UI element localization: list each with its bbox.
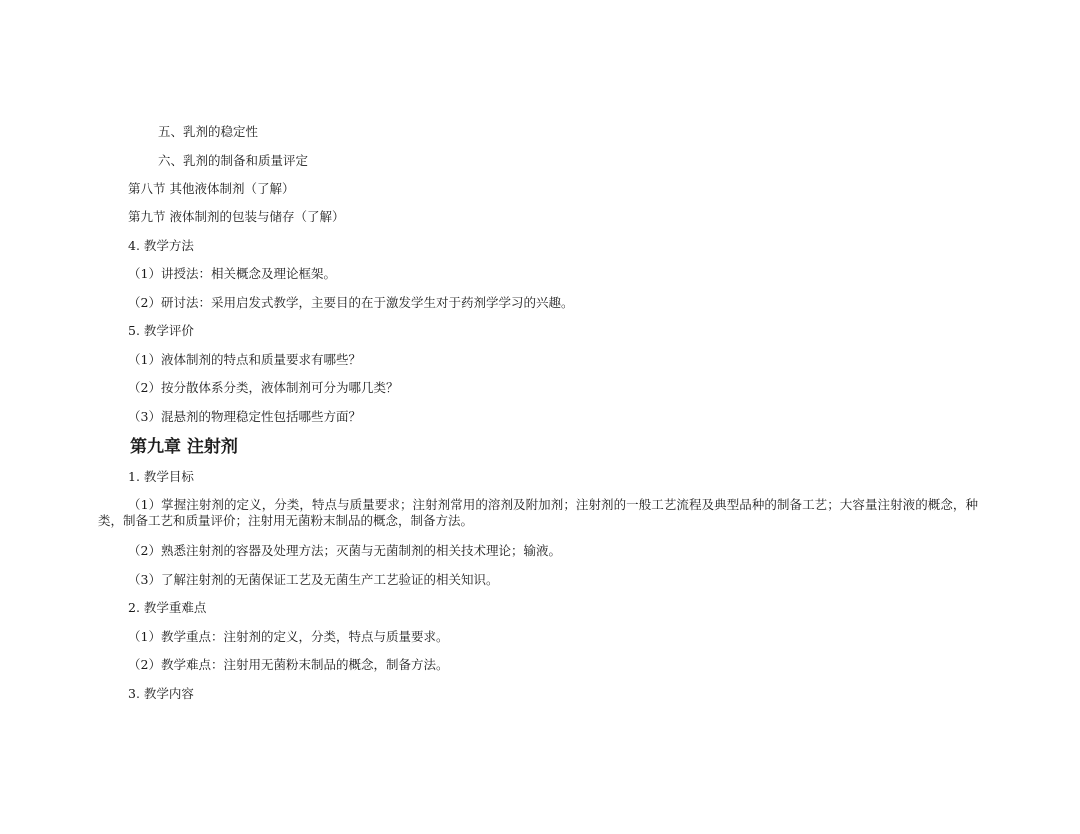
list-item: （3）混悬剂的物理稳定性包括哪些方面？: [128, 409, 361, 424]
subheading-teaching-content: 3. 教学内容: [128, 686, 194, 701]
chapter-title: 第九章 注射剂: [130, 437, 238, 457]
section-item-emulsion-preparation: 六、乳剂的制备和质量评定: [158, 153, 309, 168]
subheading-teaching-evaluation: 5. 教学评价: [128, 323, 194, 338]
subheading-teaching-methods: 4. 教学方法: [128, 238, 194, 253]
list-item: （2）按分散体系分类，液体制剂可分为哪几类？: [128, 380, 399, 395]
subheading-key-difficult-points: 2. 教学重难点: [128, 600, 207, 615]
section-heading-9: 第九节 液体制剂的包装与储存（了解）: [128, 209, 345, 224]
list-item: （3）了解注射剂的无菌保证工艺及无菌生产工艺验证的相关知识。: [128, 572, 499, 587]
section-item-emulsion-stability: 五、乳剂的稳定性: [158, 124, 259, 139]
paragraph-goals-master: （1）掌握注射剂的定义，分类，特点与质量要求；注射剂常用的溶剂及附加剂；注射剂的一般工艺流程及典型品种的制备工艺；大容量注射液的概念，种类，制备工艺和质量评价；注射用无菌粉末制品的概念，制备方法。: [98, 497, 978, 528]
subheading-teaching-goals: 1. 教学目标: [128, 469, 194, 484]
list-item: （2）教学难点：注射用无菌粉末制品的概念，制备方法。: [128, 657, 449, 672]
list-item: （1）液体制剂的特点和质量要求有哪些？: [128, 352, 361, 367]
list-item: （1）讲授法：相关概念及理论框架。: [128, 266, 336, 281]
list-item: （1）教学重点：注射剂的定义，分类，特点与质量要求。: [128, 629, 449, 644]
section-heading-8: 第八节 其他液体制剂（了解）: [128, 181, 295, 196]
list-item: （2）熟悉注射剂的容器及处理方法；灭菌与无菌制剂的相关技术理论；输液。: [128, 543, 561, 558]
list-item: （2）研讨法：采用启发式教学，主要目的在于激发学生对于药剂学学习的兴趣。: [128, 295, 574, 310]
